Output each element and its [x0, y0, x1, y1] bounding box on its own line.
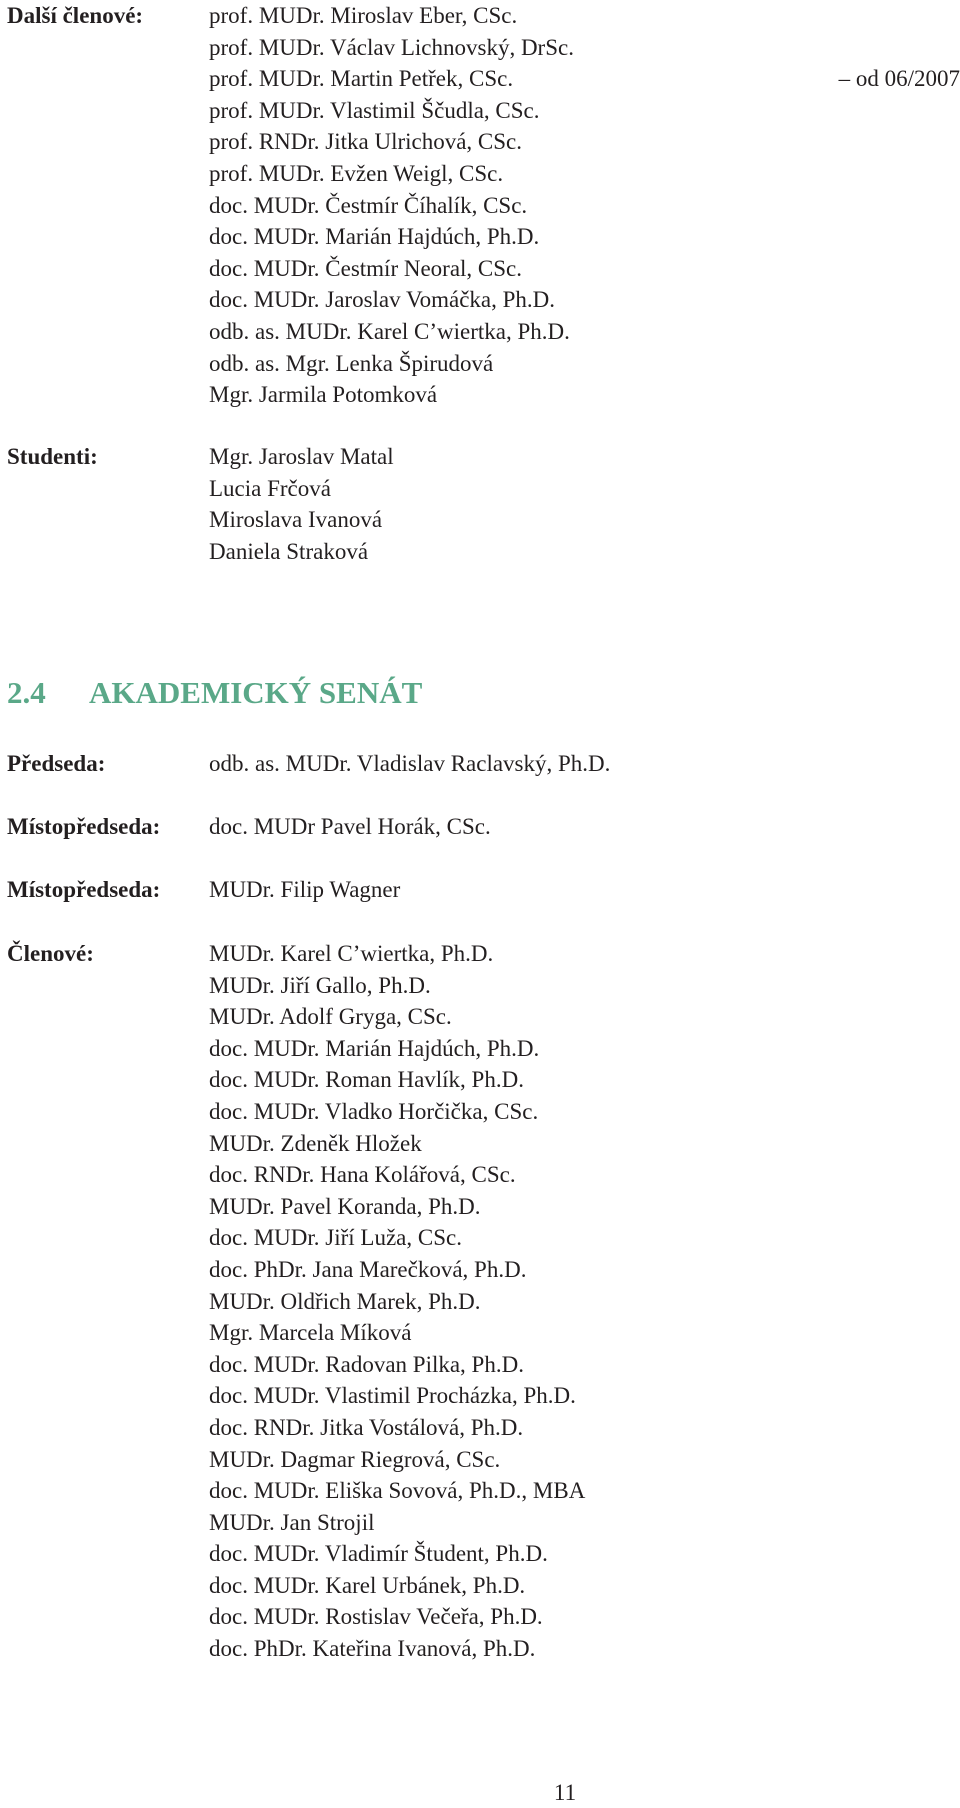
list-item: Daniela Straková: [209, 538, 369, 564]
vice-chair-2-label: Místopředseda:: [7, 877, 161, 902]
other-members-list: [209, 0, 574, 411]
list-item: prof. MUDr. Martin Petřek, CSc.: [209, 66, 514, 92]
list-item: doc. MUDr. Jaroslav Vomáčka, Ph.D.: [209, 287, 556, 313]
vice-chair-1-label: Místopředseda:: [7, 814, 161, 839]
list-item: MUDr. Zdeněk Hložek: [209, 1130, 422, 1156]
list-item: doc. MUDr. Vlastimil Procházka, Ph.D.: [209, 1383, 576, 1409]
chair-name: odb. as. MUDr. Vladislav Raclavský, Ph.D.: [209, 751, 611, 776]
list-item: Mgr. Jaroslav Matal: [209, 444, 394, 469]
list-item: prof. RNDr. Jitka Ulrichová, CSc.: [209, 129, 523, 155]
list-item: Miroslava Ivanová: [209, 507, 383, 533]
list-item: prof. MUDr. Václav Lichnovský, DrSc.: [209, 34, 574, 60]
list-item: prof. MUDr. Vlastimil Ščudla, CSc.: [209, 97, 540, 123]
list-item: MUDr. Pavel Koranda, Ph.D.: [209, 1193, 481, 1219]
list-item: MUDr. Jan Strojil: [209, 1509, 375, 1535]
list-item: MUDr. Jiří Gallo, Ph.D.: [209, 972, 431, 998]
list-item: doc. MUDr. Marián Hajdúch, Ph.D.: [209, 224, 540, 250]
list-item: doc. RNDr. Hana Kolářová, CSc.: [209, 1162, 516, 1188]
students-list: [209, 441, 394, 567]
section-title: AKADEMICKÝ SENÁT: [89, 675, 423, 710]
list-item: doc. PhDr. Kateřina Ivanová, Ph.D.: [209, 1636, 536, 1662]
list-item: doc. MUDr. Čestmír Neoral, CSc.: [209, 255, 523, 281]
list-item: prof. MUDr. Evžen Weigl, CSc.: [209, 160, 504, 186]
list-item: doc. MUDr. Radovan Pilka, Ph.D.: [209, 1351, 524, 1377]
list-item: doc. MUDr. Eliška Sovová, Ph.D., MBA: [209, 1478, 586, 1504]
list-item: prof. MUDr. Miroslav Eber, CSc.: [209, 3, 518, 28]
list-item: doc. MUDr. Vladimír Študent, Ph.D.: [209, 1541, 548, 1567]
list-item: doc. MUDr. Rostislav Večeřa, Ph.D.: [209, 1604, 543, 1630]
list-item: doc. PhDr. Jana Marečková, Ph.D.: [209, 1256, 527, 1282]
list-item: MUDr. Adolf Gryga, CSc.: [209, 1004, 452, 1030]
chair-label: Předseda:: [7, 751, 106, 776]
list-item: Lucia Frčová: [209, 475, 331, 501]
section-number: 2.4: [7, 675, 46, 710]
students-label: Studenti:: [7, 444, 98, 469]
section-heading: [7, 673, 422, 713]
other-members-label: Další členové:: [7, 3, 144, 28]
list-item: doc. MUDr. Jiří Luža, CSc.: [209, 1225, 462, 1251]
members-list: [209, 938, 585, 1665]
page-number: 11: [553, 1780, 577, 1805]
vice-chair-2-name: MUDr. Filip Wagner: [209, 877, 401, 902]
vice-chair-1-name: doc. MUDr Pavel Horák, CSc.: [209, 814, 491, 839]
list-item: Mgr. Marcela Míková: [209, 1320, 412, 1346]
list-item: doc. MUDr. Roman Havlík, Ph.D.: [209, 1067, 524, 1093]
list-item: MUDr. Oldřich Marek, Ph.D.: [209, 1288, 481, 1314]
list-item: odb. as. MUDr. Karel C’wiertka, Ph.D.: [209, 318, 570, 344]
list-item: doc. MUDr. Karel Urbánek, Ph.D.: [209, 1572, 526, 1598]
list-item: doc. RNDr. Jitka Vostálová, Ph.D.: [209, 1414, 524, 1440]
membership-date-note: – od 06/2007: [838, 66, 960, 91]
list-item: doc. MUDr. Vladko Horčička, CSc.: [209, 1098, 539, 1124]
list-item: doc. MUDr. Čestmír Číhalík, CSc.: [209, 192, 528, 218]
list-item: Mgr. Jarmila Potomková: [209, 382, 438, 408]
list-item: MUDr. Karel C’wiertka, Ph.D.: [209, 941, 494, 966]
members-label: Členové:: [7, 941, 94, 966]
list-item: odb. as. Mgr. Lenka Špirudová: [209, 350, 494, 376]
list-item: MUDr. Dagmar Riegrová, CSc.: [209, 1446, 501, 1472]
list-item: doc. MUDr. Marián Hajdúch, Ph.D.: [209, 1035, 540, 1061]
